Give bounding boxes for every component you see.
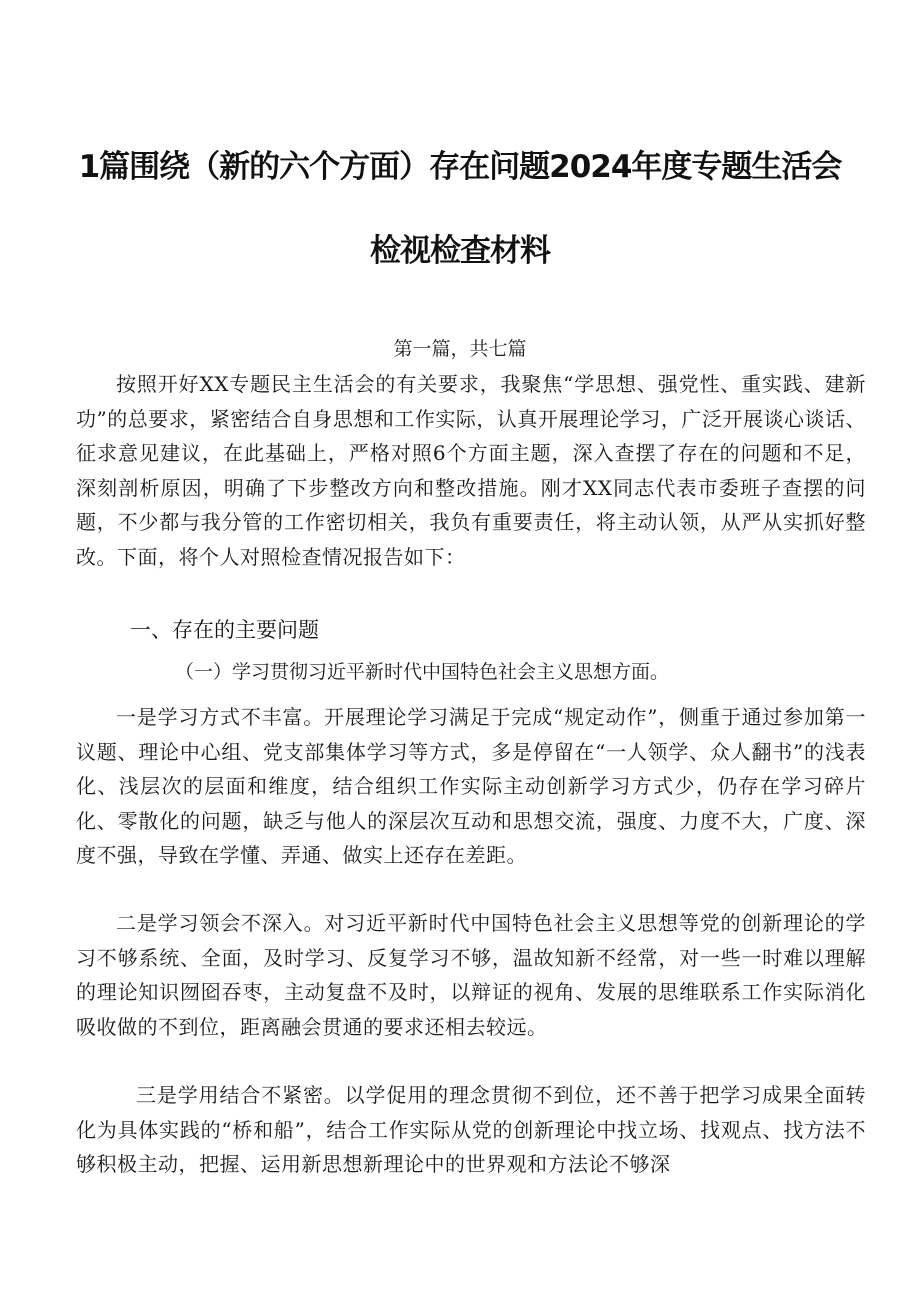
item-paragraph-1: 一是学习方式不丰富。开展理论学习满足于完成“规定动作”，侧重于通过参加第一议题、理论中心组、党支部集体学习等方式，多是停留在“一人领学、众人翻书”的浅表化、浅层次的层面和维度，结合组织工作实际主动创新学习方式少，仍存在学习碎片化、零散化的问题，缺乏与他人的深层次互动和思想交流，强度、力度不大，广度、深度不强，导致在学懂、弄通、做实上还存在差距。 xyxy=(76,705,866,867)
document-title-line-1: 1篇围绕（新的六个方面）存在问题2024年度专题生活会 xyxy=(78,149,842,185)
section-heading: 一、存在的主要问题 xyxy=(130,618,319,642)
subsection-heading: （一）学习贯彻习近平新时代中国特色社会主义思想方面。 xyxy=(175,661,670,683)
item-paragraph-3: 三是学用结合不紧密。以学促用的理念贯彻不到位，还不善于把学习成果全面转化为具体实践的“桥和船”，结合工作实际从党的创新理论中找立场、找观点、找方法不够积极主动，把握、运用新思想新理论中的世界观和方法论不够深 xyxy=(76,1083,866,1176)
item-paragraph-2: 二是学习领会不深入。对习近平新时代中国特色社会主义思想等党的创新理论的学习不够系统、全面，及时学习、反复学习不够，温故知新不经常，对一些一时难以理解的理论知识囫囵吞枣，主动复盘不及时，以辩证的视角、发展的思维联系工作实际消化吸收做的不到位，距离融会贯通的要求还相去较远。 xyxy=(76,911,866,1039)
document-title-line-2: 检视检查材料 xyxy=(370,233,550,269)
intro-paragraph: 按照开好XX专题民主生活会的有关要求，我聚焦“学思想、强党性、重实践、建新功”的总要求，紧密结合自身思想和工作实际，认真开展理论学习，广泛开展谈心谈话、征求意见建议，在此基础上，严格对照6个方面主题，深入查摆了存在的问题和不足，深刻剖析原因，明确了下步整改方向和整改措施。刚才XX同志代表市委班子查摆的问题，不少都与我分管的工作密切相关，我负有重要责任，将主动认领，从严从实抓好整改。下面，将个人对照检查情况报告如下： xyxy=(76,372,866,569)
document-subtitle: 第一篇，共七篇 xyxy=(393,338,527,360)
